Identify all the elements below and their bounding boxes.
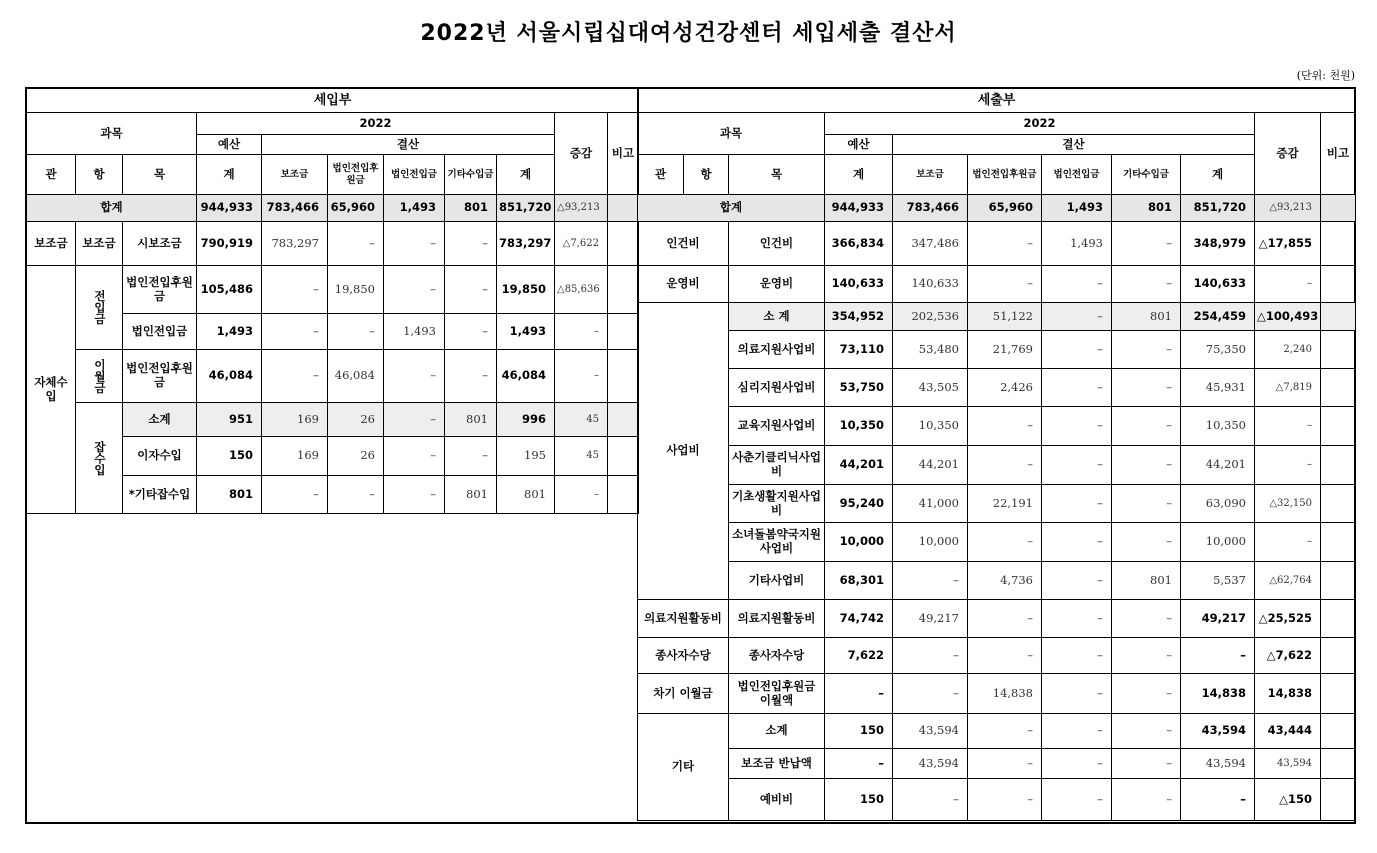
other-cell: –: [1112, 222, 1181, 266]
change-cell: –: [555, 476, 608, 514]
mok-header: 목: [729, 155, 825, 195]
subsidy-cell: –: [262, 266, 328, 314]
sum-cell: 75,350: [1181, 331, 1255, 369]
mok-cell: 의료지원사업비: [729, 331, 825, 369]
other-cell: –: [1112, 407, 1181, 446]
corp-support-cell: –: [328, 222, 384, 266]
mok-cell: 소 계: [729, 303, 825, 331]
corp-support-cell: 21,769: [968, 331, 1042, 369]
settlement-header: 결산: [893, 135, 1255, 155]
change-header: 증감: [555, 113, 608, 195]
other-cell: –: [1112, 674, 1181, 714]
total-label: 합계: [27, 195, 197, 222]
budget-cell: 951: [197, 403, 262, 437]
revenue-header: 세입부: [27, 89, 639, 113]
mok-cell: 심리지원사업비: [729, 369, 825, 407]
year-header: 2022: [197, 113, 555, 135]
table-row: [638, 303, 1356, 331]
budget-cell: 95,240: [825, 485, 893, 523]
corp-support-header: 법인전입후원금: [968, 155, 1042, 195]
corp-support-cell: –: [968, 407, 1042, 446]
corp-transfer-cell: –: [1042, 779, 1112, 821]
sum-cell: –: [1181, 779, 1255, 821]
corp-support-cell: –: [328, 476, 384, 514]
expense-total-row: [638, 195, 1356, 222]
mok-cell: 인건비: [729, 222, 825, 266]
change-cell: 43,594: [1255, 749, 1321, 779]
change-cell: △62,764: [1255, 562, 1321, 600]
total-corp-support: 65,960: [968, 195, 1042, 222]
corp-transfer-cell: 1,493: [384, 314, 445, 350]
table-row: [638, 674, 1356, 714]
corp-support-header: 법인전입후원금: [328, 155, 384, 195]
subsidy-cell: –: [262, 314, 328, 350]
table-row: [638, 714, 1356, 749]
corp-transfer-cell: –: [384, 476, 445, 514]
remark-cell: [608, 266, 639, 314]
other-cell: –: [1112, 600, 1181, 638]
remark-cell: [1321, 369, 1356, 407]
table-row: [638, 446, 1356, 485]
other-cell: –: [1112, 638, 1181, 674]
corp-support-cell: –: [968, 714, 1042, 749]
corp-transfer-cell: –: [1042, 266, 1112, 303]
budget-cell: 7,622: [825, 638, 893, 674]
sum-cell: 801: [497, 476, 555, 514]
total-remark: [1321, 195, 1356, 222]
corp-support-cell: 46,084: [328, 350, 384, 403]
table-row: [27, 266, 639, 314]
kwan-cell: 종사자수당: [638, 638, 729, 674]
table-row: [638, 779, 1356, 821]
corp-support-cell: 51,122: [968, 303, 1042, 331]
subsidy-cell: 43,594: [893, 714, 968, 749]
unit-label: (단위: 천원): [1296, 69, 1355, 82]
table-row: [638, 562, 1356, 600]
total-budget: 944,933: [825, 195, 893, 222]
subsidy-cell: 43,594: [893, 749, 968, 779]
corp-transfer-cell: –: [384, 403, 445, 437]
remark-cell: [1321, 407, 1356, 446]
budget-cell: 53,750: [825, 369, 893, 407]
mok-cell: 교육지원사업비: [729, 407, 825, 446]
change-cell: –: [555, 314, 608, 350]
sum-cell: 254,459: [1181, 303, 1255, 331]
mok-cell: 법인전입후원금 이월액: [729, 674, 825, 714]
kwan-cell: 사업비: [638, 303, 729, 600]
table-row: [638, 638, 1356, 674]
hang-cell: 이월금: [76, 350, 123, 403]
budget-cell: 150: [825, 779, 893, 821]
expense-table: [637, 88, 1356, 821]
sum-cell: 10,000: [1181, 523, 1255, 562]
subsidy-cell: 53,480: [893, 331, 968, 369]
total-other: 801: [1112, 195, 1181, 222]
sum-cell: 10,350: [1181, 407, 1255, 446]
budget-header: 예산: [825, 135, 893, 155]
other-cell: –: [1112, 369, 1181, 407]
corp-support-cell: –: [328, 314, 384, 350]
budget-cell: 10,350: [825, 407, 893, 446]
mok-cell: *기타잡수입: [123, 476, 197, 514]
remark-cell: [608, 350, 639, 403]
budget-cell: 801: [197, 476, 262, 514]
corp-transfer-cell: –: [1042, 674, 1112, 714]
sum-cell: 43,594: [1181, 714, 1255, 749]
budget-cell: 105,486: [197, 266, 262, 314]
sum-cell: –: [1181, 638, 1255, 674]
change-cell: △7,819: [1255, 369, 1321, 407]
corp-transfer-cell: –: [1042, 369, 1112, 407]
remark-cell: [1321, 446, 1356, 485]
other-cell: 801: [1112, 562, 1181, 600]
settlement-total-header: 계: [1181, 155, 1255, 195]
corp-transfer-cell: –: [1042, 407, 1112, 446]
table-row: [638, 369, 1356, 407]
revenue-table: [26, 88, 639, 514]
subsidy-cell: 43,505: [893, 369, 968, 407]
mok-cell: 사춘기클리닉사업비: [729, 446, 825, 485]
remark-cell: [1321, 266, 1356, 303]
remark-cell: [608, 403, 639, 437]
hang-cell: 잡수입: [76, 403, 123, 514]
mok-cell: 이자수입: [123, 437, 197, 476]
table-row: [638, 749, 1356, 779]
corp-transfer-header: 법인전입금: [1042, 155, 1112, 195]
mok-cell: 시보조금: [123, 222, 197, 266]
other-cell: –: [1112, 779, 1181, 821]
corp-support-cell: –: [968, 266, 1042, 303]
corp-transfer-cell: –: [1042, 562, 1112, 600]
mok-cell: 소녀돌봄약국지원사업비: [729, 523, 825, 562]
sum-cell: 63,090: [1181, 485, 1255, 523]
subsidy-cell: 10,000: [893, 523, 968, 562]
subsidy-cell: –: [893, 674, 968, 714]
other-cell: –: [445, 437, 497, 476]
subsidy-header: 보조금: [893, 155, 968, 195]
subsidy-cell: 41,000: [893, 485, 968, 523]
remark-cell: [1321, 485, 1356, 523]
other-cell: 801: [445, 403, 497, 437]
other-cell: –: [1112, 749, 1181, 779]
corp-transfer-cell: –: [1042, 749, 1112, 779]
other-cell: –: [1112, 331, 1181, 369]
budget-cell: 10,000: [825, 523, 893, 562]
remark-cell: [608, 222, 639, 266]
remark-cell: [1321, 779, 1356, 821]
budget-cell: 74,742: [825, 600, 893, 638]
corp-support-cell: 4,736: [968, 562, 1042, 600]
budget-total-header: 계: [197, 155, 262, 195]
corp-support-cell: 26: [328, 437, 384, 476]
change-cell: 43,444: [1255, 714, 1321, 749]
corp-transfer-cell: –: [1042, 523, 1112, 562]
kwan-header: 관: [27, 155, 76, 195]
change-cell: △150: [1255, 779, 1321, 821]
change-cell: –: [555, 350, 608, 403]
total-change: △93,213: [1255, 195, 1321, 222]
total-change: △93,213: [555, 195, 608, 222]
kwan-cell: 자체수입: [27, 266, 76, 514]
other-cell: –: [1112, 446, 1181, 485]
remark-cell: [1321, 222, 1356, 266]
total-budget: 944,933: [197, 195, 262, 222]
remark-cell: [1321, 600, 1356, 638]
table-row: [638, 407, 1356, 446]
other-cell: –: [445, 314, 497, 350]
change-cell: 45: [555, 437, 608, 476]
change-cell: –: [1255, 407, 1321, 446]
table-row: [27, 350, 639, 403]
table-row: [638, 331, 1356, 369]
change-cell: –: [1255, 266, 1321, 303]
corp-support-cell: –: [968, 222, 1042, 266]
sum-cell: 46,084: [497, 350, 555, 403]
budget-cell: 150: [825, 714, 893, 749]
total-label: 합계: [638, 195, 825, 222]
hang-header: 항: [76, 155, 123, 195]
sum-cell: 783,297: [497, 222, 555, 266]
budget-cell: 790,919: [197, 222, 262, 266]
corp-support-cell: 22,191: [968, 485, 1042, 523]
corp-transfer-cell: –: [1042, 331, 1112, 369]
remark-cell: [1321, 331, 1356, 369]
budget-cell: 46,084: [197, 350, 262, 403]
revenue-total-row: [27, 195, 639, 222]
corp-transfer-cell: –: [384, 222, 445, 266]
sum-cell: 996: [497, 403, 555, 437]
other-cell: 801: [1112, 303, 1181, 331]
remark-cell: [1321, 638, 1356, 674]
expense-header: 세출부: [638, 89, 1356, 113]
corp-transfer-cell: –: [1042, 446, 1112, 485]
corp-support-cell: –: [968, 779, 1042, 821]
mok-cell: 법인전입후원금: [123, 266, 197, 314]
change-cell: △7,622: [555, 222, 608, 266]
kwan-cell: 차기 이월금: [638, 674, 729, 714]
remark-cell: [608, 437, 639, 476]
change-cell: △85,636: [555, 266, 608, 314]
remark-cell: [1321, 714, 1356, 749]
change-cell: △25,525: [1255, 600, 1321, 638]
table-row: [27, 403, 639, 437]
remark-cell: [1321, 562, 1356, 600]
sum-cell: 14,838: [1181, 674, 1255, 714]
corp-transfer-cell: –: [384, 350, 445, 403]
subsidy-cell: –: [893, 779, 968, 821]
corp-transfer-cell: –: [384, 437, 445, 476]
corp-transfer-cell: –: [1042, 714, 1112, 749]
other-cell: –: [1112, 266, 1181, 303]
settlement-header: 결산: [262, 135, 555, 155]
sum-cell: 348,979: [1181, 222, 1255, 266]
total-subsidy: 783,466: [262, 195, 328, 222]
change-cell: 2,240: [1255, 331, 1321, 369]
budget-cell: 1,493: [197, 314, 262, 350]
change-header: 증감: [1255, 113, 1321, 195]
table-row: [638, 523, 1356, 562]
subsidy-cell: 44,201: [893, 446, 968, 485]
other-cell: –: [445, 266, 497, 314]
budget-total-header: 계: [825, 155, 893, 195]
year-header: 2022: [825, 113, 1255, 135]
remark-cell: [608, 314, 639, 350]
sum-cell: 45,931: [1181, 369, 1255, 407]
change-cell: △7,622: [1255, 638, 1321, 674]
other-cell: –: [445, 350, 497, 403]
sum-cell: 5,537: [1181, 562, 1255, 600]
kwan-cell: 운영비: [638, 266, 729, 303]
total-corp-support: 65,960: [328, 195, 384, 222]
total-corp-transfer: 1,493: [1042, 195, 1112, 222]
remark-header: 비고: [608, 113, 639, 195]
budget-cell: 150: [197, 437, 262, 476]
other-cell: 801: [445, 476, 497, 514]
subsidy-cell: 49,217: [893, 600, 968, 638]
page-title: 2022년 서울시립십대여성건강센터 세입세출 결산서: [420, 21, 957, 46]
corp-transfer-cell: –: [1042, 600, 1112, 638]
total-subsidy: 783,466: [893, 195, 968, 222]
subsidy-cell: 169: [262, 403, 328, 437]
corp-support-cell: 2,426: [968, 369, 1042, 407]
other-income-header: 기타수입금: [1112, 155, 1181, 195]
subject-header: 과목: [27, 113, 197, 155]
mok-header: 목: [123, 155, 197, 195]
budget-cell: –: [825, 674, 893, 714]
mok-cell: 기초생활지원사업비: [729, 485, 825, 523]
change-cell: △100,493: [1255, 303, 1321, 331]
subsidy-cell: 10,350: [893, 407, 968, 446]
other-cell: –: [1112, 714, 1181, 749]
mok-cell: 법인전입후원금: [123, 350, 197, 403]
subsidy-cell: 783,297: [262, 222, 328, 266]
table-row: [638, 485, 1356, 523]
sum-cell: 19,850: [497, 266, 555, 314]
kwan-cell: 인건비: [638, 222, 729, 266]
corp-support-cell: 19,850: [328, 266, 384, 314]
sum-cell: 43,594: [1181, 749, 1255, 779]
corp-support-cell: –: [968, 749, 1042, 779]
subsidy-cell: 169: [262, 437, 328, 476]
mok-cell: 기타사업비: [729, 562, 825, 600]
mok-cell: 의료지원활동비: [729, 600, 825, 638]
kwan-cell: 의료지원활동비: [638, 600, 729, 638]
corp-support-cell: –: [968, 638, 1042, 674]
total-sum: 851,720: [1181, 195, 1255, 222]
corp-support-cell: –: [968, 600, 1042, 638]
change-cell: 14,838: [1255, 674, 1321, 714]
remark-cell: [1321, 303, 1356, 331]
sum-cell: 140,633: [1181, 266, 1255, 303]
budget-cell: –: [825, 749, 893, 779]
total-corp-transfer: 1,493: [384, 195, 445, 222]
sum-cell: 1,493: [497, 314, 555, 350]
change-cell: △32,150: [1255, 485, 1321, 523]
sum-cell: 44,201: [1181, 446, 1255, 485]
kwan-header: 관: [638, 155, 684, 195]
table-row: [638, 266, 1356, 303]
budget-cell: 366,834: [825, 222, 893, 266]
change-cell: –: [1255, 446, 1321, 485]
mok-cell: 종사자수당: [729, 638, 825, 674]
corp-transfer-header: 법인전입금: [384, 155, 445, 195]
subsidy-cell: –: [262, 476, 328, 514]
remark-cell: [1321, 674, 1356, 714]
corp-transfer-cell: –: [384, 266, 445, 314]
other-income-header: 기타수입금: [445, 155, 497, 195]
remark-cell: [1321, 523, 1356, 562]
budget-cell: 68,301: [825, 562, 893, 600]
corp-support-cell: –: [968, 446, 1042, 485]
subsidy-cell: –: [893, 638, 968, 674]
other-cell: –: [1112, 485, 1181, 523]
subsidy-cell: 347,486: [893, 222, 968, 266]
table-row: [638, 600, 1356, 638]
remark-cell: [608, 476, 639, 514]
total-sum: 851,720: [497, 195, 555, 222]
total-remark: [608, 195, 639, 222]
corp-transfer-cell: –: [1042, 485, 1112, 523]
kwan-cell: 기타: [638, 714, 729, 821]
budget-cell: 354,952: [825, 303, 893, 331]
corp-support-cell: –: [968, 523, 1042, 562]
sum-cell: 195: [497, 437, 555, 476]
kwan-cell: 보조금: [27, 222, 76, 266]
corp-transfer-cell: 1,493: [1042, 222, 1112, 266]
hang-header: 항: [684, 155, 729, 195]
sum-cell: 49,217: [1181, 600, 1255, 638]
corp-support-cell: 26: [328, 403, 384, 437]
mok-cell: 소계: [123, 403, 197, 437]
settlement-total-header: 계: [497, 155, 555, 195]
mok-cell: 예비비: [729, 779, 825, 821]
subsidy-cell: –: [262, 350, 328, 403]
budget-cell: 140,633: [825, 266, 893, 303]
mok-cell: 법인전입금: [123, 314, 197, 350]
budget-cell: 73,110: [825, 331, 893, 369]
budget-cell: 44,201: [825, 446, 893, 485]
hang-cell: 보조금: [76, 222, 123, 266]
hang-cell: 전입금: [76, 266, 123, 350]
mok-cell: 보조금 반납액: [729, 749, 825, 779]
change-cell: △17,855: [1255, 222, 1321, 266]
corp-transfer-cell: –: [1042, 638, 1112, 674]
corp-support-cell: 14,838: [968, 674, 1042, 714]
other-cell: –: [445, 222, 497, 266]
change-cell: –: [1255, 523, 1321, 562]
remark-cell: [1321, 749, 1356, 779]
subsidy-cell: –: [893, 562, 968, 600]
other-cell: –: [1112, 523, 1181, 562]
subsidy-cell: 140,633: [893, 266, 968, 303]
subject-header: 과목: [638, 113, 825, 155]
subsidy-cell: 202,536: [893, 303, 968, 331]
total-other: 801: [445, 195, 497, 222]
subsidy-header: 보조금: [262, 155, 328, 195]
table-row: [27, 222, 639, 266]
budget-header: 예산: [197, 135, 262, 155]
change-cell: 45: [555, 403, 608, 437]
table-row: [638, 222, 1356, 266]
remark-header: 비고: [1321, 113, 1356, 195]
mok-cell: 운영비: [729, 266, 825, 303]
mok-cell: 소계: [729, 714, 825, 749]
corp-transfer-cell: –: [1042, 303, 1112, 331]
